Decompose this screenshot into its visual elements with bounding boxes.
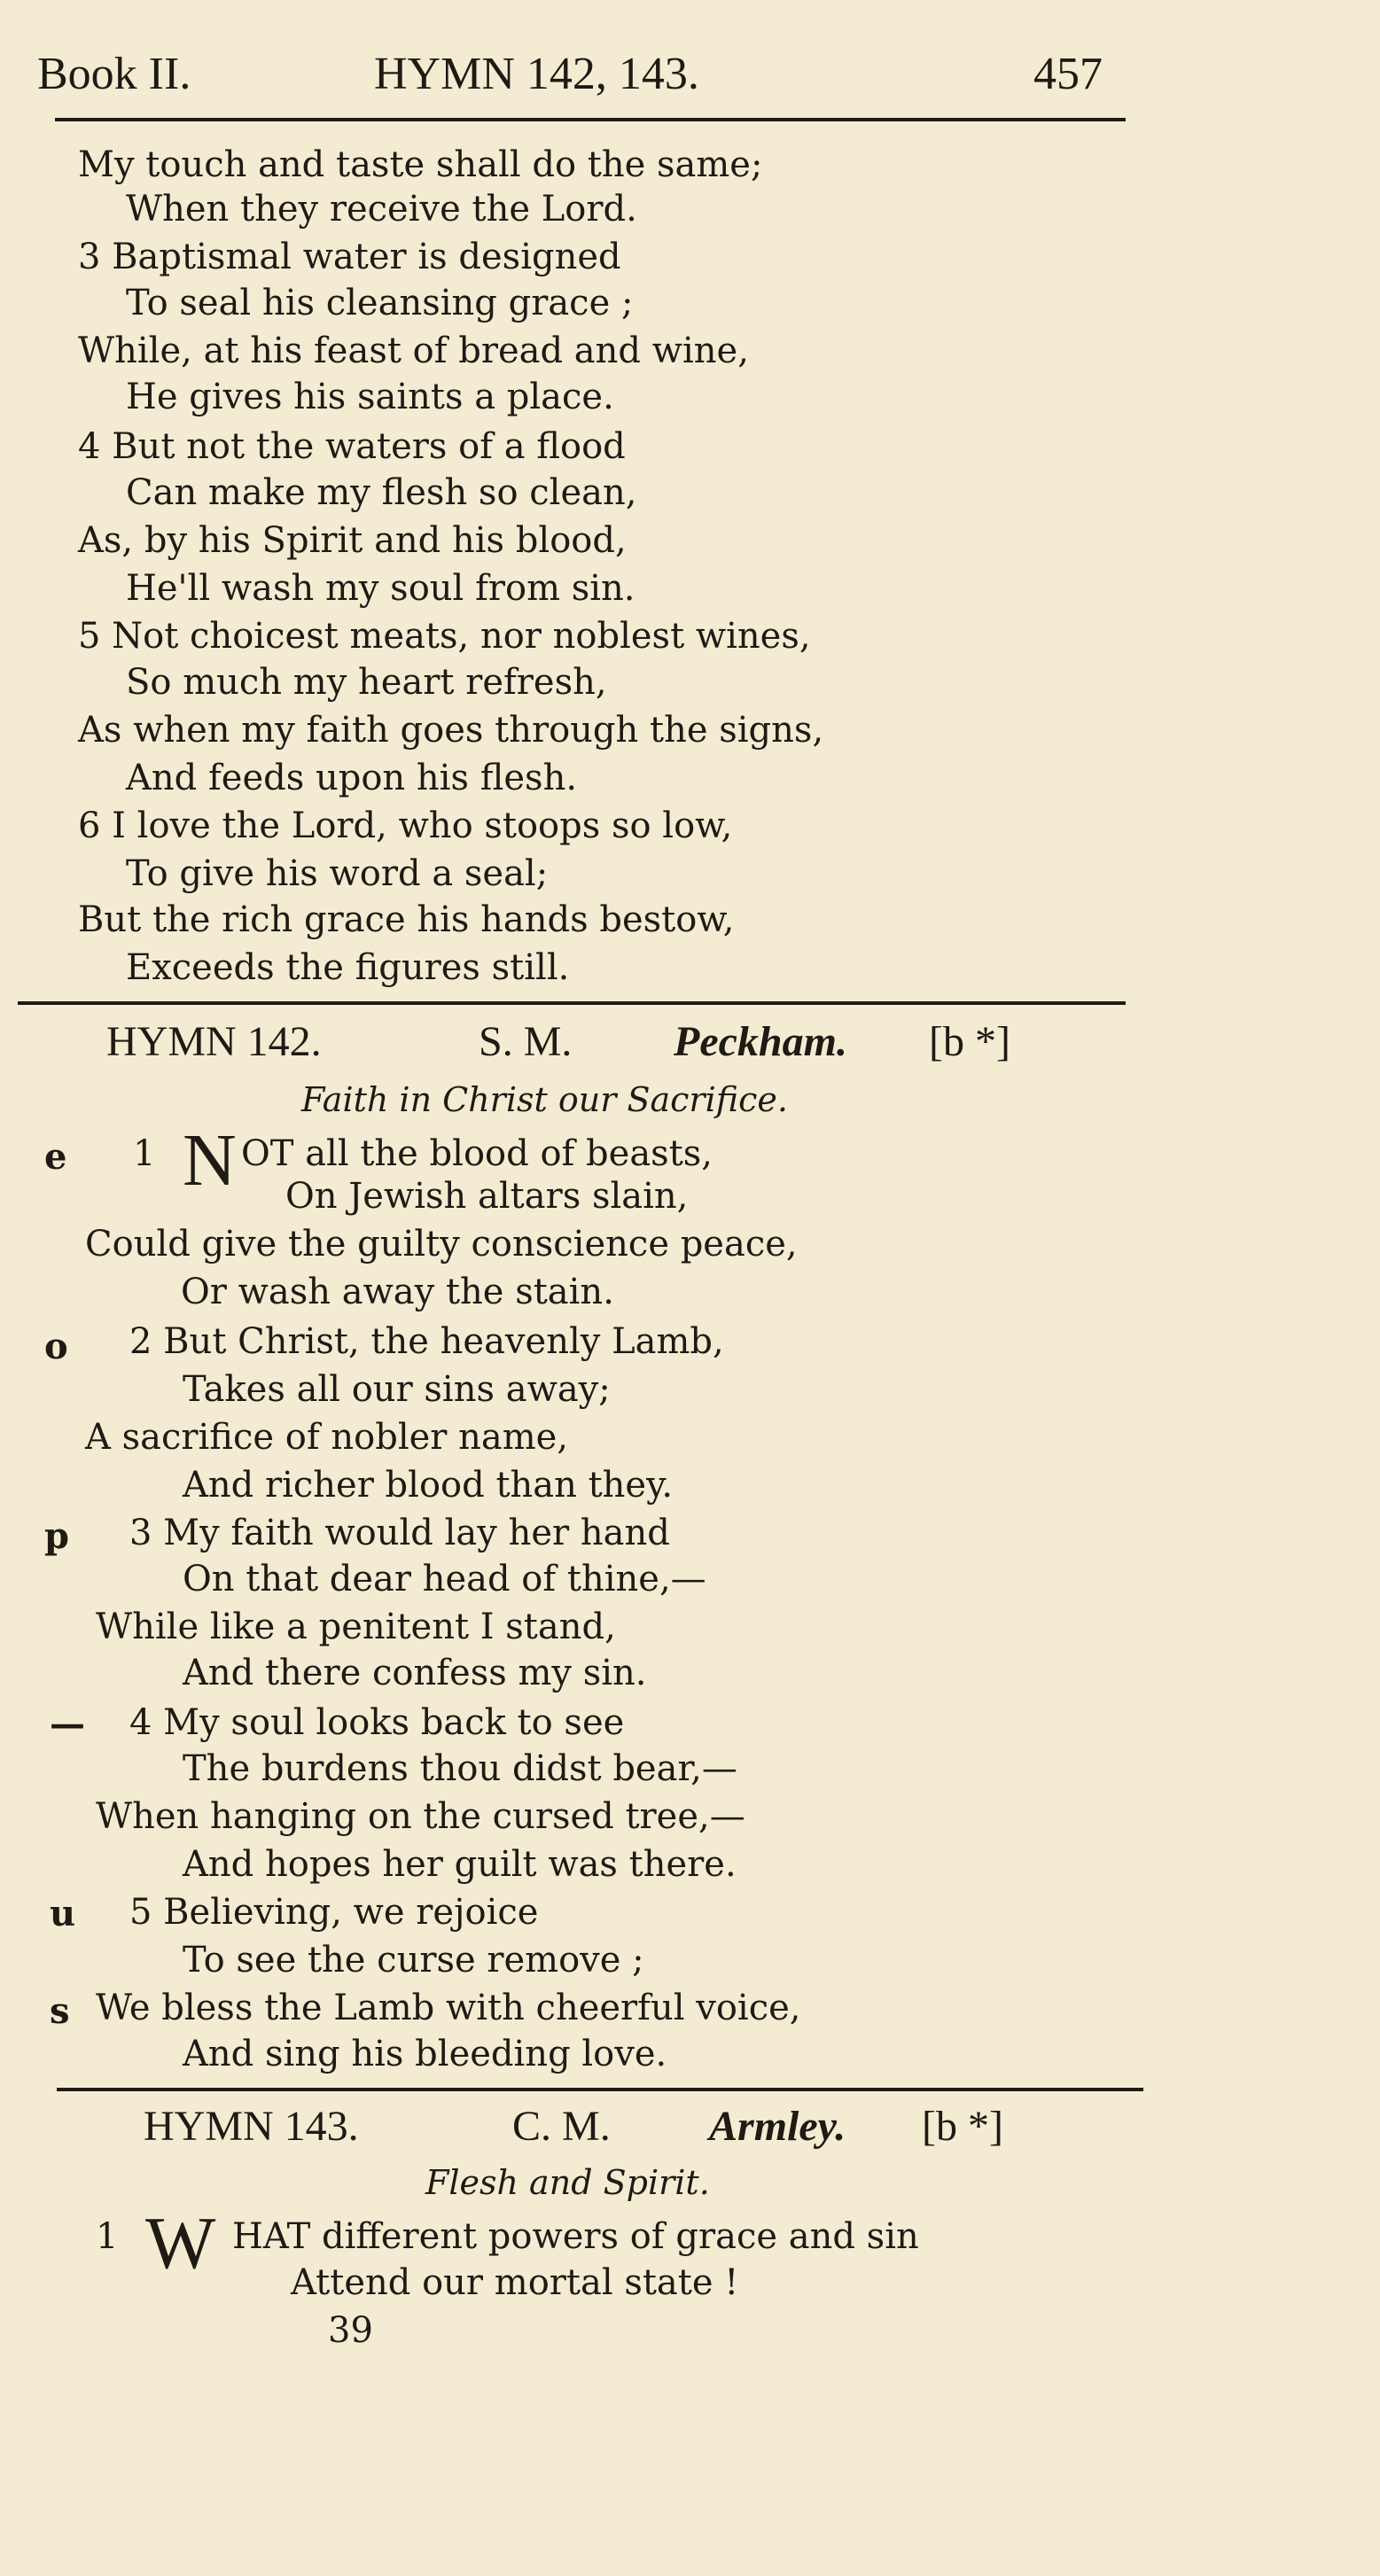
verse-line: Attend our mortal state ! [291, 2262, 739, 2303]
hymn-143-bracket: [b *] [922, 2103, 1003, 2150]
running-title: HYMN 142, 143. [374, 49, 699, 99]
verse-line: Could give the guilty conscience peace, [85, 1224, 798, 1265]
verse-line: 5 Believing, we rejoice [129, 1892, 539, 1933]
section-rule [57, 2088, 1143, 2091]
verse-line: A sacrifice of nobler name, [85, 1417, 569, 1458]
verse-number: 1 [133, 1133, 156, 1174]
verse-line: The burdens thou didst bear,— [183, 1748, 737, 1789]
hymn-142-tune: Peckham. [674, 1018, 847, 1065]
verse-line: And feeds upon his flesh. [126, 758, 578, 798]
page-number: 457 [1033, 49, 1103, 99]
verse-line: My touch and taste shall do the same; [78, 144, 763, 185]
verse-line: As, by his Spirit and his blood, [78, 520, 627, 561]
section-rule [18, 1001, 1126, 1005]
hymn-143-subtitle: Flesh and Spirit. [425, 2163, 710, 2202]
hymn-142-bracket: [b *] [929, 1018, 1010, 1065]
verse-line: While, at his feast of bread and wine, [78, 331, 749, 371]
margin-mark: — [50, 1703, 85, 1745]
margin-mark: o [44, 1326, 68, 1367]
verse-line: When they receive the Lord. [126, 189, 637, 230]
verse-line: While like a penitent I stand, [96, 1607, 616, 1647]
verse-line: 4 But not the waters of a flood [78, 426, 626, 467]
verse-line: To give his word a seal; [126, 853, 549, 894]
verse-line: Takes all our sins away; [183, 1369, 611, 1410]
verse-line: On Jewish altars slain, [285, 1176, 689, 1217]
hymn-142-meter: S. M. [479, 1018, 573, 1065]
verse-line: Can make my flesh so clean, [126, 472, 637, 513]
verse-line: 6 I love the Lord, who stoops so low, [78, 805, 733, 846]
signature-mark: 39 [328, 2310, 373, 2351]
hymn-143-meter: C. M. [512, 2103, 611, 2150]
verse-line: He gives his saints a place. [126, 377, 614, 417]
verse-line: To seal his cleansing grace ; [126, 283, 634, 323]
verse-line: And richer blood than they. [183, 1465, 674, 1506]
verse-line: When hanging on the cursed tree,— [96, 1796, 745, 1837]
verse-line: To see the curse remove ; [183, 1940, 644, 1981]
verse-number: 1 [96, 2216, 119, 2257]
verse-line: So much my heart refresh, [126, 662, 607, 703]
verse-line: 5 Not choicest meats, nor noblest wines, [78, 616, 811, 657]
drop-cap: N [183, 1119, 237, 1202]
verse-line: On that dear head of thine,— [183, 1559, 706, 1599]
verse-line: And hopes her guilt was there. [183, 1844, 737, 1885]
verse-line: 2 But Christ, the heavenly Lamb, [129, 1321, 724, 1362]
hymn-142-title: HYMN 142. [106, 1018, 322, 1065]
verse-line: And there confess my sin. [183, 1653, 647, 1693]
margin-mark: e [44, 1136, 67, 1178]
verse-line: 4 My soul looks back to see [129, 1702, 625, 1743]
header-rule [55, 118, 1126, 121]
hymn-142-subtitle: Faith in Christ our Sacrifice. [301, 1080, 788, 1119]
verse-line: But the rich grace his hands bestow, [78, 899, 735, 940]
verse-line: He'll wash my soul from sin. [126, 568, 635, 609]
margin-mark: u [50, 1893, 76, 1934]
verse-line: HAT different powers of grace and sin [232, 2216, 919, 2257]
verse-line: 3 Baptismal water is designed [78, 237, 621, 277]
verse-line: Exceeds the figures still. [126, 947, 570, 988]
book-label: Book II. [37, 49, 191, 99]
drop-cap: W [145, 2202, 216, 2284]
verse-line: Or wash away the stain. [181, 1272, 614, 1312]
margin-mark: p [44, 1515, 69, 1557]
verse-line: We bless the Lamb with cheerful voice, [96, 1988, 801, 2028]
hymn-143-title: HYMN 143. [144, 2103, 359, 2150]
verse-line: As when my faith goes through the signs, [78, 710, 824, 751]
verse-line: OT all the blood of beasts, [241, 1133, 713, 1174]
margin-mark: s [50, 1990, 70, 2032]
verse-line: 3 My faith would lay her hand [129, 1513, 670, 1553]
hymn-143-tune: Armley. [709, 2103, 846, 2150]
verse-line: And sing his bleeding love. [183, 2034, 667, 2074]
